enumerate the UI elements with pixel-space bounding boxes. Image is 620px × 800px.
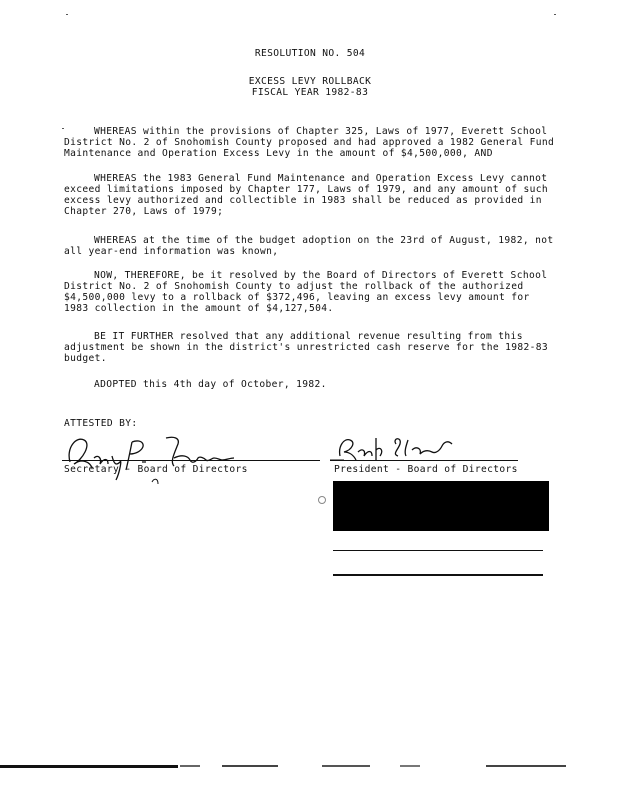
- resolution-subtitle-fiscal-year: FISCAL YEAR 1982-83: [251, 87, 369, 98]
- whereas-paragraph-3: [64, 235, 554, 257]
- paragraph-line: ADOPTED this 4th day of October, 1982.: [94, 379, 327, 390]
- paragraph-line: Chapter 270, Laws of 1979;: [64, 206, 224, 217]
- secretary-label: Secretary - Board of Directors: [64, 464, 248, 475]
- paragraph-line: excess levy authorized and collectible in 1983 shall be reduced as provided in: [64, 195, 542, 206]
- paragraph-line: WHEREAS within the provisions of Chapter 325, Laws of 1977, Everett School: [94, 126, 548, 137]
- whereas-paragraph-2: [64, 173, 548, 217]
- redacted-rule-2: [333, 574, 543, 576]
- paragraph-line: BE IT FURTHER resolved that any additional revenue resulting from this: [94, 331, 523, 342]
- attested-by-label: ATTESTED BY:: [64, 418, 138, 429]
- secretary-signature: [62, 428, 262, 488]
- paragraph-line: WHEREAS at the time of the budget adoption on the 23rd of August, 1982, not: [94, 235, 554, 246]
- paragraph-line: all year-end information was known,: [64, 246, 279, 257]
- redacted-rule-1: [333, 550, 543, 551]
- scan-bar-left: [0, 765, 178, 768]
- paragraph-line: $4,500,000 levy to a rollback of $372,496, leaving an excess levy amount for: [64, 292, 530, 303]
- scan-speck: [554, 14, 556, 15]
- secretary-signature-line: [62, 460, 320, 461]
- scan-speck: [66, 14, 68, 15]
- whereas-paragraph-1: [64, 126, 555, 159]
- redacted-block: [333, 481, 549, 531]
- paragraph-line: District No. 2 of Snohomish County proposed and had approved a 1982 General Fund: [64, 137, 555, 148]
- paragraph-line: WHEREAS the 1983 General Fund Maintenance and Operation Excess Levy cannot: [94, 173, 548, 184]
- paragraph-line: exceed limitations imposed by Chapter 177, Laws of 1979, and any amount of such: [64, 184, 548, 195]
- paragraph-line: adjustment be shown in the district's unrestricted cash reserve for the 1982-83: [64, 342, 548, 353]
- scan-mark: [318, 496, 326, 504]
- resolved-paragraph: [64, 270, 548, 314]
- scan-bar-fragment: [180, 765, 200, 767]
- scan-speck: [62, 128, 64, 129]
- paragraph-line: Maintenance and Operation Excess Levy in the amount of $4,500,000, AND: [64, 148, 493, 159]
- paragraph-line: District No. 2 of Snohomish County to adjust the rollback of the authorized: [64, 281, 524, 292]
- scan-bar-fragment: [322, 765, 370, 767]
- resolution-subtitle-levy: EXCESS LEVY ROLLBACK: [248, 76, 372, 87]
- paragraph-line: 1983 collection in the amount of $4,127,504.: [64, 303, 334, 314]
- president-signature-line: [330, 460, 518, 461]
- resolution-number: RESOLUTION NO. 504: [254, 48, 366, 59]
- president-signature: [330, 428, 470, 468]
- adopted-paragraph: [64, 379, 544, 390]
- paragraph-line: budget.: [64, 353, 107, 364]
- scan-bar-fragment: [400, 765, 420, 767]
- further-resolved-paragraph: [64, 331, 548, 364]
- scan-bar-right: [486, 765, 566, 767]
- scan-bar-fragment: [222, 765, 278, 767]
- paragraph-line: NOW, THEREFORE, be it resolved by the Board of Directors of Everett School: [94, 270, 548, 281]
- president-label: President - Board of Directors: [334, 464, 518, 475]
